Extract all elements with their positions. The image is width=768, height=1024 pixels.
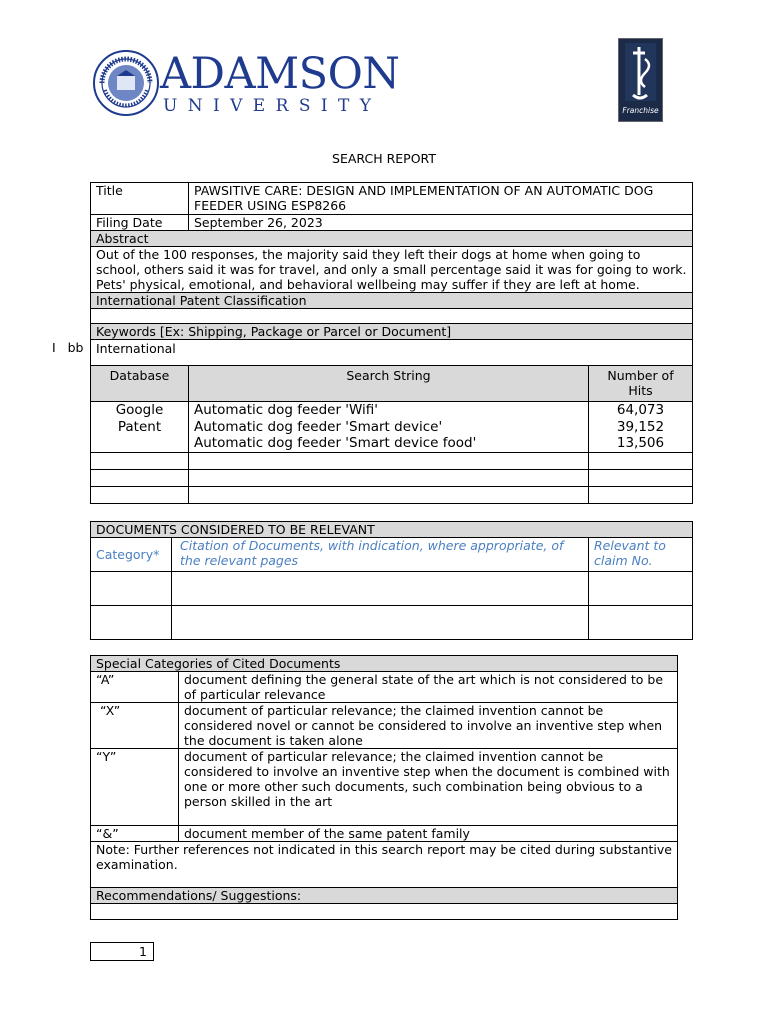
empty-cell xyxy=(589,486,693,503)
hits-cell xyxy=(589,402,693,453)
search-string: Automatic dog feeder 'Wifi' xyxy=(194,402,379,418)
empty-cell xyxy=(91,572,172,606)
recommendations-value xyxy=(91,904,678,920)
university-name: ADAMSON xyxy=(160,49,400,99)
abstract-text: Out of the 100 responses, the majority said they left their dogs at home when going to school, others said it was for travel, and only a small percentage said it was for going to work. Pets' physical, emotional, and behavioral wellbeing may suffer if they are left at home. xyxy=(91,247,693,293)
empty-cell xyxy=(91,486,189,503)
page-title: SEARCH REPORT xyxy=(332,151,436,166)
col-number-of-hits: Number of Hits xyxy=(589,366,693,402)
page-number: 1 xyxy=(139,944,147,959)
ipc-label: International Patent Classification xyxy=(91,293,693,309)
category-description: document of particular relevance; the claimed invention cannot be considered novel or cannot be considered to involve an inventive step when the document is taken alone xyxy=(179,703,678,749)
university-subtitle: U N I V E R S I T Y xyxy=(163,96,374,116)
search-string: Automatic dog feeder 'Smart device' xyxy=(194,418,443,435)
search-info-table xyxy=(90,182,693,504)
hit-count: 39,152 xyxy=(616,418,665,435)
col-category: Category* xyxy=(91,538,172,572)
international-label: International xyxy=(91,340,693,366)
category-description: document of particular relevance; the claimed invention cannot be considered to involve an inventive step when the document is combined with one or more other such documents, such combination being obvious to a person skilled in the art xyxy=(179,749,678,826)
col-search-string: Search String xyxy=(189,366,589,402)
empty-cell xyxy=(589,452,693,469)
category-code: “X” xyxy=(91,703,179,749)
database-cell: Google Patent xyxy=(91,402,189,453)
ipc-value xyxy=(91,309,693,324)
empty-cell xyxy=(589,606,693,640)
empty-cell xyxy=(91,452,189,469)
special-categories-table xyxy=(90,655,678,920)
filing-date-value: September 26, 2023 xyxy=(189,215,693,231)
page-number-box xyxy=(90,942,154,961)
empty-cell xyxy=(189,469,589,486)
empty-cell xyxy=(91,469,189,486)
university-seal xyxy=(93,50,159,116)
note-text: Note: Further references not indicated in this search report may be cited during substantive examination. xyxy=(91,842,678,888)
title-label: Title xyxy=(91,183,189,215)
abstract-label: Abstract xyxy=(91,231,693,247)
empty-cell xyxy=(189,452,589,469)
category-code: “&” xyxy=(91,826,179,842)
title-value: PAWSITIVE CARE: DESIGN AND IMPLEMENTATION OF AN AUTOMATIC DOG FEEDER USING ESP8266 xyxy=(189,183,693,215)
col-relevant-claim: Relevant to claim No. xyxy=(589,538,693,572)
filing-date-label: Filing Date xyxy=(91,215,189,231)
margin-note: I bb xyxy=(52,340,84,355)
empty-cell xyxy=(172,606,589,640)
keywords-label: Keywords [Ex: Shipping, Package or Parcel or Document] xyxy=(91,324,693,340)
empty-cell xyxy=(91,606,172,640)
special-categories-heading: Special Categories of Cited Documents xyxy=(91,656,678,672)
col-database: Database xyxy=(91,366,189,402)
category-description: document member of the same patent family xyxy=(179,826,678,842)
empty-cell xyxy=(589,469,693,486)
search-string: Automatic dog feeder 'Smart device food' xyxy=(194,435,477,451)
relevant-documents-heading: DOCUMENTS CONSIDERED TO BE RELEVANT xyxy=(91,522,693,538)
category-code: “Y” xyxy=(91,749,179,826)
empty-cell xyxy=(189,486,589,503)
recommendations-label: Recommendations/ Suggestions: xyxy=(91,888,678,904)
empty-cell xyxy=(589,572,693,606)
franchise-label: Franchise xyxy=(622,106,659,115)
franchise-logo xyxy=(618,38,663,122)
relevant-documents-table xyxy=(90,521,693,640)
category-description: document defining the general state of the art which is not considered to be of particular relevance xyxy=(179,672,678,703)
search-strings-cell xyxy=(189,402,589,453)
hit-count: 13,506 xyxy=(616,435,665,451)
empty-cell xyxy=(172,572,589,606)
col-citation: Citation of Documents, with indication, where appropriate, of the relevant pages xyxy=(172,538,589,572)
hit-count: 64,073 xyxy=(616,402,665,418)
category-code: “A” xyxy=(91,672,179,703)
